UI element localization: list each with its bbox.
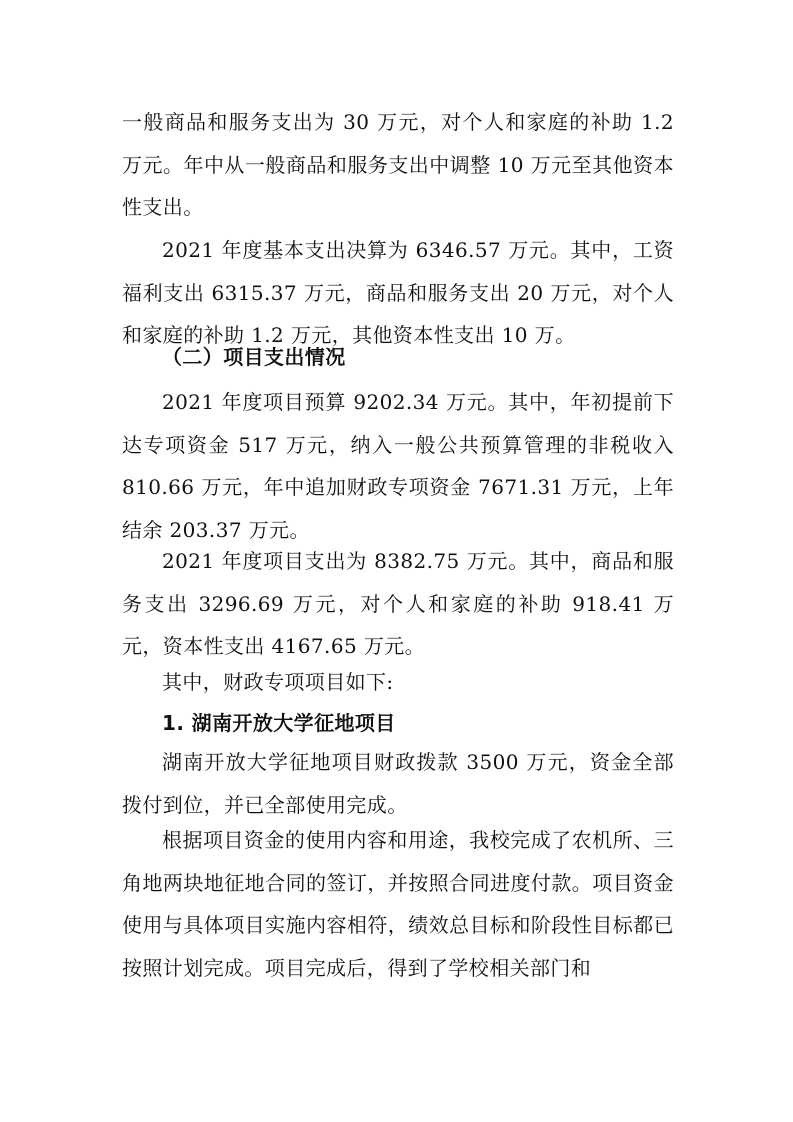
paragraph-land-acquisition-details: 根据项目资金的使用内容和用途，我校完成了农机所、三角地两块地征地合同的签订，并按照合同进度付款。项目资金使用与具体项目实施内容相符，绩效总目标和阶段性目标都已按照计划完成。项目完成后，得到了学校相关部门和 [122, 828, 674, 980]
section-heading-project-expenditure: （二）项目支出情况 [162, 345, 346, 369]
paragraph-basic-expenditure: 2021 年度基本支出决算为 6346.57 万元。其中，工资福利支出 6315.37 万元，商品和服务支出 20 万元，对个人和家庭的补助 1.2 万元，其他资本性支出 10 万。 [122, 238, 674, 347]
paragraph-special-projects-intro: 其中，财政专项项目如下: [162, 670, 394, 694]
paragraph-general-goods-services: 一般商品和服务支出为 30 万元，对个人和家庭的补助 1.2 万元。年中从一般商品和服务支出中调整 10 万元至其他资本性支出。 [122, 110, 674, 219]
subheading-land-acquisition-project: 1. 湖南开放大学征地项目 [162, 711, 396, 735]
paragraph-project-budget: 2021 年度项目预算 9202.34 万元。其中，年初提前下达专项资金 517 万元，纳入一般公共预算管理的非税收入 810.66 万元，年中追加财政专项资金 7671.31 万元，上年结余 203.37 万元。 [122, 390, 674, 542]
paragraph-land-acquisition-funding: 湖南开放大学征地项目财政拨款 3500 万元，资金全部拨付到位，并已全部使用完成。 [122, 750, 674, 817]
paragraph-project-expenditure: 2021 年度项目支出为 8382.75 万元。其中，商品和服务支出 3296.69 万元，对个人和家庭的补助 918.41 万元，资本性支出 4167.65 万元。 [122, 549, 674, 658]
